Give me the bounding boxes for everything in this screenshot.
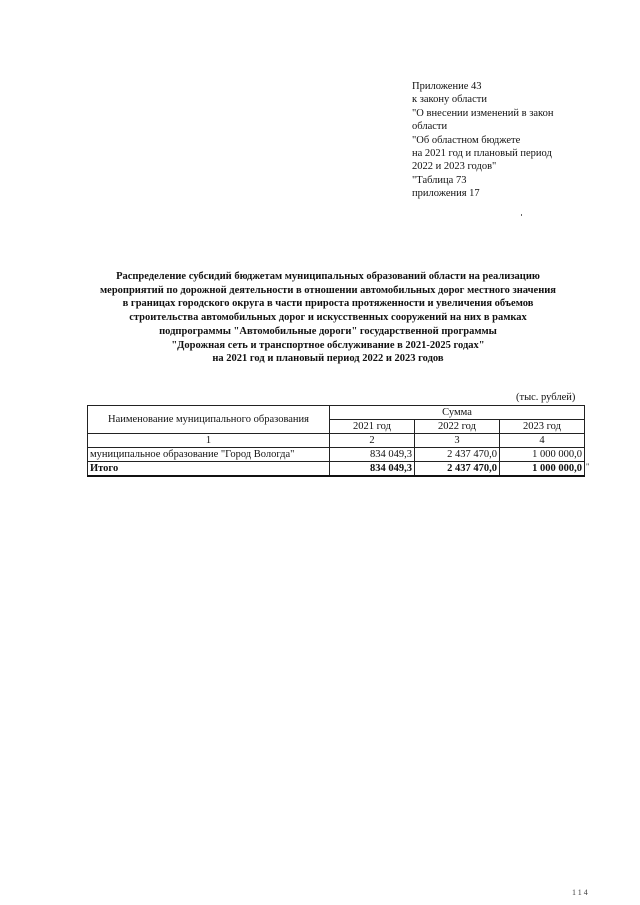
appendix-line: приложения 17 bbox=[412, 188, 480, 200]
table-header-row bbox=[88, 406, 585, 420]
appendix-line: "Таблица 73 bbox=[412, 174, 467, 186]
appendix-line: 2022 и 2023 годов" bbox=[412, 161, 497, 173]
table-row bbox=[88, 448, 585, 462]
amount-2023: 1 000 000,0 bbox=[500, 448, 585, 462]
header-year-2021: 2021 год bbox=[330, 420, 415, 434]
col-number: 1 bbox=[88, 434, 330, 448]
col-number: 2 bbox=[330, 434, 415, 448]
closing-quote-mark: " bbox=[586, 462, 590, 471]
header-year-2023: 2023 год bbox=[500, 420, 585, 434]
header-municipality: Наименование муниципального образования bbox=[88, 406, 330, 434]
table-total-row bbox=[88, 462, 585, 477]
total-2023: 1 000 000,0 bbox=[500, 462, 585, 477]
page-number: 114 bbox=[572, 888, 590, 897]
appendix-line: к закону области bbox=[412, 94, 487, 106]
title-line: Распределение субсидий бюджетам муниципальных образований области на реализацию bbox=[116, 271, 540, 282]
amount-2021: 834 049,3 bbox=[330, 448, 415, 462]
appendix-line: Приложение 43 bbox=[412, 81, 482, 92]
title-line: подпрограммы "Автомобильные дороги" государственной программы bbox=[159, 325, 497, 337]
title-line: в границах городского округа в части прироста протяженности и увеличения объемов bbox=[122, 298, 534, 310]
appendix-line: области bbox=[412, 121, 448, 133]
appendix-line: "Об областном бюджете bbox=[412, 134, 521, 146]
municipality-name: муниципальное образование "Город Вологда" bbox=[88, 448, 330, 462]
title-line: строительства автомобильных дорог и искусственных сооружений на них в рамках bbox=[129, 312, 527, 324]
total-label: Итого bbox=[88, 462, 330, 477]
appendix-line: "О внесении изменений в закон bbox=[412, 107, 554, 119]
scan-speck bbox=[521, 214, 522, 216]
amount-2022: 2 437 470,0 bbox=[415, 448, 500, 462]
subsidy-table bbox=[87, 405, 585, 477]
col-number: 4 bbox=[500, 434, 585, 448]
document-title bbox=[60, 270, 596, 366]
appendix-line: на 2021 год и плановый период bbox=[412, 148, 552, 160]
title-line: мероприятий по дорожной деятельности в отношении автомобильных дорог местного значения bbox=[100, 284, 556, 296]
header-sum: Сумма bbox=[330, 406, 585, 420]
header-year-2022: 2022 год bbox=[415, 420, 500, 434]
units-label: (тыс. рублей) bbox=[516, 392, 576, 403]
title-line: на 2021 год и плановый период 2022 и 2023 годов bbox=[212, 353, 444, 365]
total-2021: 834 049,3 bbox=[330, 462, 415, 477]
col-number: 3 bbox=[415, 434, 500, 448]
table-colnum-row bbox=[88, 434, 585, 448]
title-line: "Дорожная сеть и транспортное обслуживание в 2021-2025 годах" bbox=[171, 339, 485, 351]
total-2022: 2 437 470,0 bbox=[415, 462, 500, 477]
appendix-reference bbox=[412, 80, 553, 201]
